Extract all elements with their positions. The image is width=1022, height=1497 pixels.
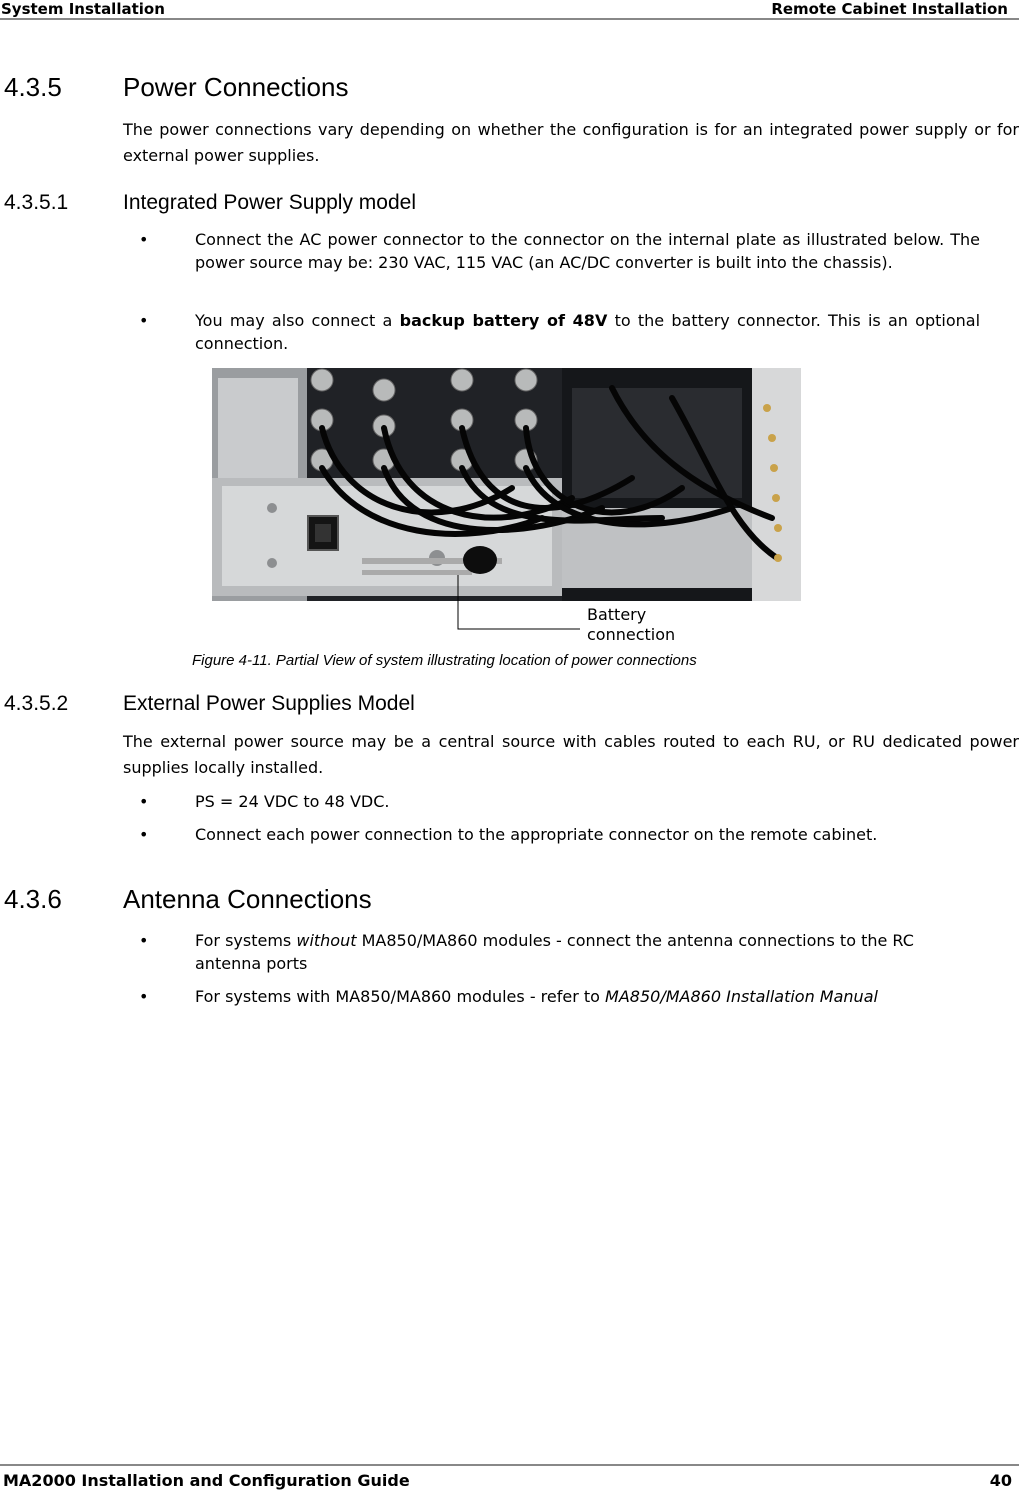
callout-line: Battery bbox=[587, 605, 647, 624]
bullet-glyph: • bbox=[139, 825, 149, 844]
bullet-glyph: • bbox=[139, 230, 149, 249]
header-right: Remote Cabinet Installation bbox=[771, 0, 1008, 18]
bullet-ac-power: Connect the AC power connector to the connector on the internal plate as illustrated below. The power source may be: 230 VAC, 115 VAC (an AC/DC converter is built into the chassis). bbox=[195, 230, 980, 272]
bullet-glyph: • bbox=[139, 311, 149, 330]
bullet-connect-each: Connect each power connection to the appropriate connector on the remote cabinet. bbox=[195, 825, 878, 844]
section-number: 4.3.5 bbox=[4, 72, 62, 102]
section-title: External Power Supplies Model bbox=[123, 692, 415, 715]
section-number: 4.3.5.1 bbox=[4, 191, 69, 214]
external-power-paragraph: The external power source may be a central source with cables routed to each RU, or RU dedicated power supplies locally installed. bbox=[123, 732, 1019, 777]
callout-line: connection bbox=[587, 625, 676, 644]
header-rule bbox=[0, 18, 1019, 20]
bullet-text: You may also connect a bbox=[195, 311, 400, 330]
footer-doc-title: MA2000 Installation and Configuration Guide bbox=[3, 1471, 410, 1490]
section-number: 4.3.6 bbox=[4, 884, 62, 914]
manual-reference: MA850/MA860 Installation Manual bbox=[605, 987, 878, 1006]
bullet-text: MA850/MA860 modules - connect the antenna connections to the RC antenna ports bbox=[195, 931, 914, 973]
power-intro-paragraph: The power connections vary depending on whether the configuration is for an integrated power supply or for external power supplies. bbox=[123, 120, 1019, 165]
bullet-with-modules bbox=[195, 985, 995, 1008]
battery-callout-label bbox=[587, 605, 675, 645]
bullet-glyph: • bbox=[139, 987, 149, 1006]
header-left: System Installation bbox=[1, 0, 165, 18]
figure-caption: Figure 4-11. Partial View of system illustrating location of power connections bbox=[192, 652, 697, 669]
page-number: 40 bbox=[989, 1471, 1012, 1490]
bullet-glyph: • bbox=[139, 792, 149, 811]
bullet-italic-text: without bbox=[296, 931, 357, 950]
bullet-text: to the battery connector. This is an optional connection. bbox=[195, 311, 981, 353]
power-connections-photo bbox=[212, 368, 801, 601]
section-title: Antenna Connections bbox=[123, 884, 372, 914]
bullet-text: For systems with MA850/MA860 modules - refer to bbox=[195, 987, 606, 1006]
bullet-ps-voltage: PS = 24 VDC to 48 VDC. bbox=[195, 792, 390, 811]
section-title: Integrated Power Supply model bbox=[123, 191, 417, 214]
bullet-text: For systems bbox=[195, 931, 297, 950]
bullet-without-modules bbox=[195, 929, 985, 975]
section-title: Power Connections bbox=[123, 72, 349, 102]
bullet-bold-text: backup battery of 48V bbox=[399, 311, 608, 330]
section-number: 4.3.5.2 bbox=[4, 692, 69, 715]
footer-rule bbox=[0, 1464, 1019, 1466]
bullet-glyph: • bbox=[139, 931, 149, 950]
cabinet-illustration bbox=[212, 368, 801, 601]
bullet-backup-battery bbox=[195, 309, 980, 355]
callout-leader-line bbox=[455, 575, 585, 635]
